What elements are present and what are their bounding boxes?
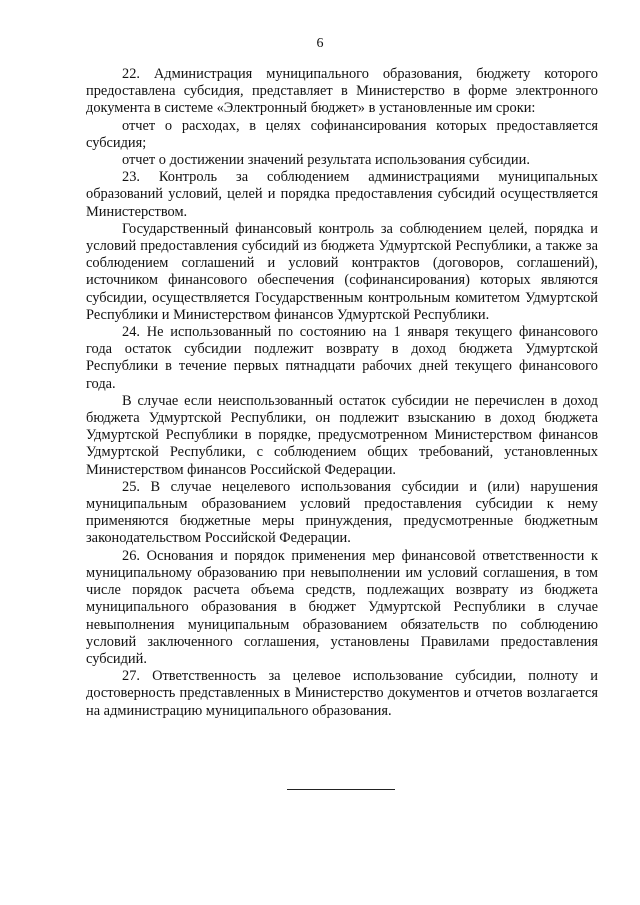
- page-number: 6: [316, 36, 324, 51]
- paragraph-24-recovery: В случае если неиспользованный остаток субсидии не перечислен в доход бюджета Удмуртской Республики, он подлежит взысканию в доход бюджета Удмуртской Республики в порядке, предусмотренном Министерством финансов Удмуртской Республики, с соблюдением общих требований, установленных Министерством финансов Российской Федерации.: [86, 392, 598, 478]
- paragraph-26: 26. Основания и порядок применения мер финансовой ответственности к муниципальному образованию при невыполнении им условий соглашения, в том числе порядок расчета объема средств, подлежащих возврату из бюджета муниципального образования в бюджет Удмуртской Республики в случае невыполнения муниципальным образованием обязательств по соблюдению условий заключенного соглашения, установлены Правилами предоставления субсидий.: [86, 547, 598, 667]
- paragraph-25: 25. В случае нецелевого использования субсидии и (или) нарушения муниципальным образованием условий предоставления субсидии к нему применяются бюджетные меры принуждения, предусмотренные бюджетным законодательством Российской Федерации.: [86, 478, 598, 547]
- paragraph-23-state-control: Государственный финансовый контроль за соблюдением целей, порядка и условий предоставления субсидий из бюджета Удмуртской Республики, а также за соблюдением соглашений и условий контрактов (договоров, соглашений), источником финансового обеспечения (софинансирования) которых являются субсидии, осуществляется Государственным контрольным комитетом Удмуртской Республики и Министерством финансов Удмуртской Республики.: [86, 220, 598, 323]
- paragraph-24: 24. Не использованный по состоянию на 1 января текущего финансового года остаток субсидии подлежит возврату в доход бюджета Удмуртской Республики в течение первых пятнадцати рабочих дней текущего финансового года.: [86, 324, 598, 392]
- paragraph-22: 22. Администрация муниципального образования, бюджету которого предоставлена субсидия, представляет в Министерство в форме электронного документа в системе «Электронный бюджет» в установленные им сроки:: [86, 66, 598, 117]
- paragraph-23: 23. Контроль за соблюдением администрациями муниципальных образований условий, целей и порядка предоставления субсидий осуществляется Министерством.: [86, 169, 598, 220]
- document-body: [86, 66, 598, 720]
- paragraph-22-report-expenses: отчет о расходах, в целях софинансирования которых предоставляется субсидия;: [86, 117, 598, 151]
- paragraph-27: 27. Ответственность за целевое использование субсидии, полноту и достоверность представленных в Министерство документов и отчетов возлагается на администрацию муниципального образования.: [86, 668, 598, 719]
- end-divider: [287, 789, 395, 790]
- paragraph-22-report-results: отчет о достижении значений результата использования субсидии.: [122, 152, 530, 169]
